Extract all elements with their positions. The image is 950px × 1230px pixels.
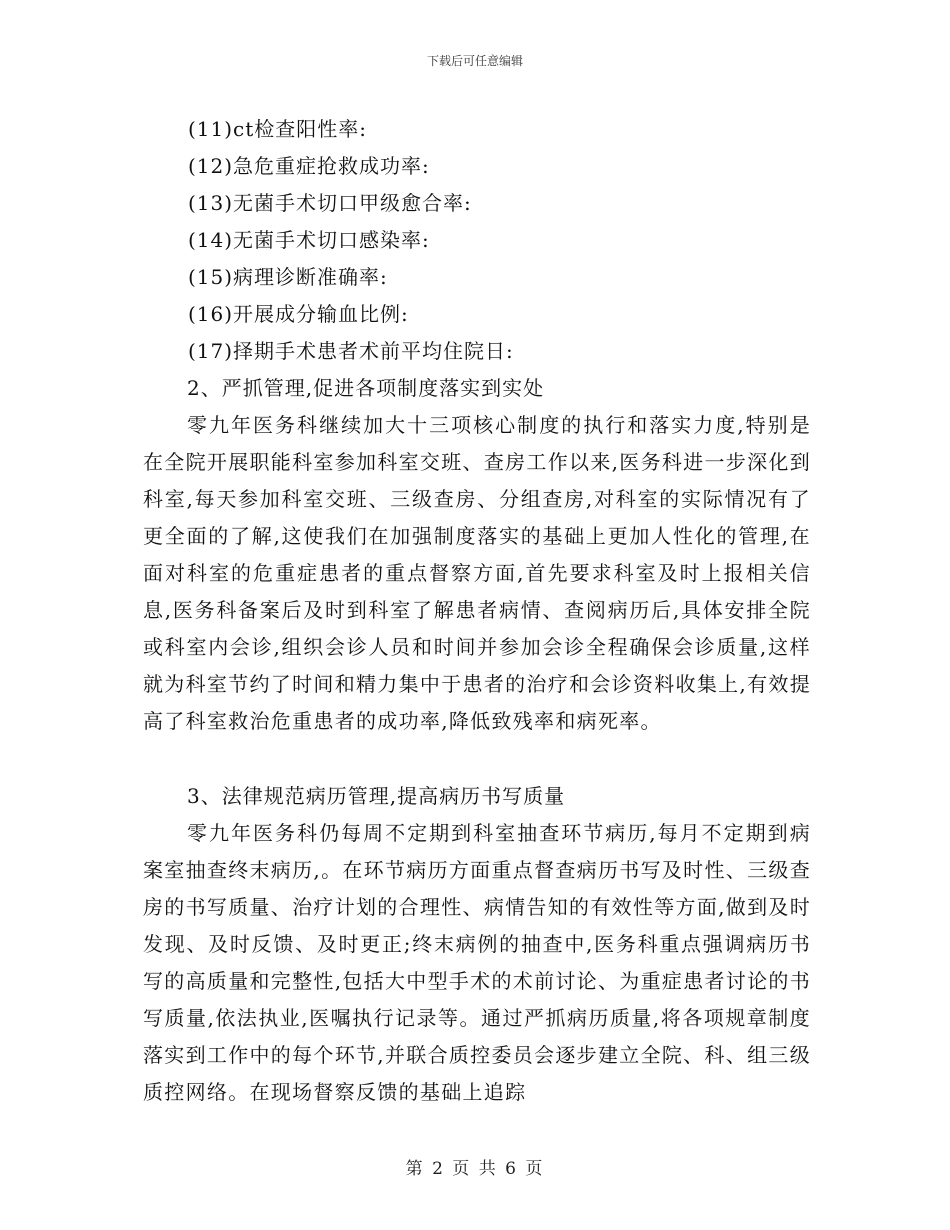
- header-note: 下载后可任意编辑: [426, 54, 523, 68]
- list-item: (15)病理诊断准确率:: [188, 265, 388, 289]
- section-paragraph: 零九年医务科继续加大十三项核心制度的执行和落实力度,特别是在全院开展职能科室参加科室交班、查房工作以来,医务科进一步深化到科室,每天参加科室交班、三级查房、分组查房,对科室的实际情况有了更全面的了解,这使我们在加强制度落实的基础上更加人性化的管理,在面对科室的危重症患者的重点督察方面,首先要求科室及时上报相关信息,医务科备案后及时到科室了解患者病情、查阅病历后,具体安排全院或科室内会诊,组织会诊人员和时间并参加会诊全程确保会诊质量,这样就为科室节约了时间和精力集中于患者的治疗和会诊资料收集上,有效提高了科室救治危重患者的成功率,降低致残率和病死率。: [143, 413, 811, 733]
- list-item: (14)无菌手术切口感染率:: [188, 228, 430, 252]
- section-medical-records: [143, 778, 811, 1111]
- list-item: (17)择期手术患者术前平均住院日:: [188, 339, 514, 363]
- indicator-list: [188, 111, 828, 370]
- section-management: [143, 370, 811, 740]
- list-item: (16)开展成分输血比例:: [188, 302, 409, 326]
- list-item: (13)无菌手术切口甲级愈合率:: [188, 191, 472, 215]
- list-item: (12)急危重症抢救成功率:: [188, 154, 430, 178]
- list-item: (11)ct检查阳性率:: [188, 117, 368, 141]
- page-number-footer: 第 2 页 共 6 页: [405, 1159, 545, 1179]
- section-paragraph: 零九年医务科仍每周不定期到科室抽查环节病历,每月不定期到病案室抽查终末病历,。在环节病历方面重点督查病历书写及时性、三级查房的书写质量、治疗计划的合理性、病情告知的有效性等方面,做到及时发现、及时反馈、及时更正;终末病例的抽查中,医务科重点强调病历书写的高质量和完整性,包括大中型手术的术前讨论、为重症患者讨论的书写质量,依法执业,医嘱执行记录等。通过严抓病历质量,将各项规章制度落实到工作中的每个环节,并联合质控委员会逐步建立全院、科、组三级质控网络。在现场督察反馈的基础上追踪: [143, 821, 811, 1104]
- section-heading: 2、严抓管理,促进各项制度落实到实处: [187, 376, 545, 400]
- section-heading: 3、法律规范病历管理,提高病历书写质量: [187, 784, 566, 808]
